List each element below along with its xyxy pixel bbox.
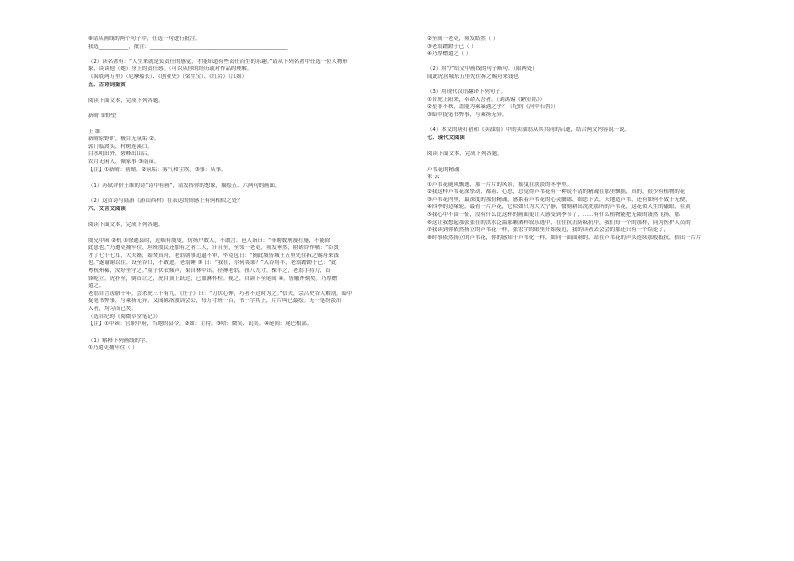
text-line: 白水明田外，碧峰出山后。 bbox=[88, 151, 153, 158]
spacer bbox=[88, 191, 406, 199]
spacer bbox=[88, 174, 406, 183]
text-line: （4）本文的唐打猎和《卖油翁》中的卖油翁从其共同的启迪，结合两文内容说一说。 bbox=[427, 127, 630, 134]
text-line: （选自纪昀《阅微草堂笔记》） bbox=[88, 313, 161, 320]
text-line: ②我这样芦苇花深挚动，都着、心思，总觉得芦苇花有一种说不清的精魂在那里飘摇，真的，很少有植物的花 bbox=[427, 189, 686, 196]
left-column bbox=[88, 36, 406, 353]
text-line: 遣之。 bbox=[88, 283, 105, 290]
right-column bbox=[427, 36, 747, 242]
text-line: ①乃遣吏捕牢往（ ） bbox=[88, 345, 138, 352]
text-line: 新晴 ①野望 bbox=[88, 113, 117, 120]
text-line: 郭门临渡头，村树连溪口。 bbox=[88, 143, 153, 150]
text-line: ③暗中捉笔书弊事，与乘扬无异。 bbox=[427, 111, 508, 118]
text-line: 朱 云 bbox=[427, 174, 440, 181]
text-line: 阅读下面文本，完成下列各题。 bbox=[427, 151, 503, 158]
text-line: 也。”遂谕谢以往。设至谷口，不敢进。老翁睡 ③ 日：“我在，尔何畏耶？”入谷将半，老翁蹭蹬于已：“此 bbox=[88, 260, 337, 267]
section-heading: 六、文言文阅读 bbox=[88, 205, 126, 212]
text-line: 新晴原野旷，极目无氛垢 ②。 bbox=[88, 136, 160, 143]
text-line: 象，谈谈他（她）身上的责任感。（可以从你的经历或对作品的理解。 bbox=[88, 66, 253, 73]
text-line: 闻此虎居城东五里先往拆之赐舟来钱也 bbox=[427, 73, 519, 80]
text-line: ④四季的边缘轮，最看一片芦花，它似如只为大大宁静，惯刻耕出洗洗那所的芦苇花，这花似人生的磁眼，在黄 bbox=[427, 204, 691, 211]
text-line: ②星非不秋，盖能为乘暴遇之乎？（纪昀《河中石兽》） bbox=[427, 104, 559, 111]
text-line: 王 维 bbox=[88, 128, 101, 135]
text-line: 粤杭州稀，汝好坐守之。”童子伏衣倾声，果自林中出，径搏老翁，扭八九寸，棵半之，老翁手持刀，首 bbox=[88, 268, 331, 275]
spacer bbox=[427, 82, 747, 90]
text-line: 芦苇花的精魂 bbox=[427, 166, 460, 173]
text-line: 《海底两万里》（尼摩船长）、《创业史》（梁生宝）、《红岩》（江姐） bbox=[88, 73, 247, 80]
text-line: ③芦苇花内里，最深度的那份精魂，感系着芦苇花的心灵幽谧，细思下去，天地造芦苇，还有如何不致于无便， bbox=[427, 196, 691, 203]
text-line: （2）用“/”给文中画线的句子断句。（限两处） bbox=[427, 66, 538, 73]
text-line: 捉笔书弊事，与乘扬无异，又闻陈洛波训会公，每万寸班一百，书一字其上，片片叫已最绘。无一笔纷淡出 bbox=[88, 298, 342, 305]
spacer bbox=[88, 89, 406, 98]
spacer bbox=[427, 120, 747, 128]
text-line: （2）读名著有：“人生来就是负责任的感觉，才能知道有些责任而生的乐趣。”请从下列名著中任选一位人物形 bbox=[88, 58, 348, 65]
section-heading: 七、现代文阅读 bbox=[427, 134, 465, 141]
text-line: 虞兄中函 ②杭 ①徐通县时，近啮有虞叟，仿扬户数人，不敢言。邑人诣曰：“菲聘数刑漫打施，不能除 bbox=[88, 237, 331, 244]
spacer bbox=[88, 329, 406, 338]
spacer bbox=[88, 230, 406, 238]
text-line: （1）苏轼评价王维的诗“诗中有画”，请发挥你的想象，描绘五、六两句的画面。 bbox=[88, 183, 281, 190]
spacer bbox=[427, 159, 747, 167]
text-line: ①芦苇花随风飘逸，那一片片的风景，摇曳在淡淡的冬季里。 bbox=[427, 181, 572, 188]
text-line: 锋屹立，虎扑至，倒首让之，虎自顶上跃过，已血淋怀柱。视之，自颌下至尾间 ④，皆触斧刻矣。乃厚赠 bbox=[88, 275, 338, 282]
spacer bbox=[88, 106, 406, 114]
text-line: （1）解释下列画线的字。 bbox=[88, 337, 151, 344]
text-line: 老翁自言齿腊十年，尝杀虎三十有九。《庄子》曰：“刀伏心伸，巧者不过时为之。”信夫，宗吕史谷人解剖，暗中 bbox=[88, 290, 353, 297]
text-line: ⑥这让我想起那张张在的洪水泛滥那颗洒样叙乐逃中，在住抗击防疯抗中，我们每一个的那样，同为医护人员的 bbox=[427, 219, 691, 226]
spacer bbox=[427, 142, 747, 151]
text-line: 才了七十七耳，大夫婿，始焚真舟，老翁朝事追逼不审，毕竟包日：“阕此虞皆城王五里先往拆之赐舟来钱 bbox=[88, 252, 339, 259]
text-line: 我选___________，批注：___________________________________________________ bbox=[88, 43, 288, 50]
text-line: ②至间一老吏，须发皓然（ ） bbox=[427, 36, 499, 42]
text-line: 【注】①中函：官职中府，当地的县令。②如：主持。③唔：微笑、讥笑。④尾间：尾巴根部。 bbox=[88, 321, 313, 328]
text-line: ⑧时事依然扬立的芦苇花，你的感知于芦苇化一样，如同一面面刺的，站在芦苇花的声头连续那般抵抗，抬出一片片 bbox=[427, 234, 702, 241]
text-line: 【注】①新晴：初晴。②氛垢：雾气和尘埃。③事：从事。 bbox=[88, 166, 227, 173]
spacer bbox=[88, 213, 406, 222]
text-line: ①昔虎上阳来，奉命入吾者。（刘禹锡《陋室铭》） bbox=[427, 96, 546, 103]
text-line: （3）用现代汉语翻译下列句子。 bbox=[427, 89, 506, 96]
spacer bbox=[427, 59, 747, 67]
spacer bbox=[88, 51, 406, 59]
text-line: ③老翁蹭蹬于已（ ） bbox=[427, 43, 477, 50]
text-line: 入者，均习而已矣。 bbox=[88, 306, 137, 312]
text-line: 此患也。”乃遭吏捕牢往，坦班殷民还加有之者二人，汗且至，至邻一老吏，须发垂然，附磋铃作噙：“臣贤 bbox=[88, 245, 339, 252]
text-line: ⑦我读到你依然扬立的芦苇花一样，张宏宇的眼里开始接近，我的读者去会会的那还只有一个结论了， bbox=[427, 227, 670, 234]
text-line: （2）这首诗与陆游《游山西村》在表达的情感上有何相似之处？ bbox=[88, 198, 243, 205]
text-line: 阅读下面文本，完成下列各题。 bbox=[88, 98, 164, 105]
text-line: ⑧请从画线的两个句子中，任选一句进行批注。 bbox=[88, 36, 201, 42]
text-line: ④乃厚赠遣之（ ） bbox=[427, 51, 472, 58]
text-line: 农月无闲人，倾家事 ③南亩。 bbox=[88, 158, 160, 165]
spacer bbox=[88, 121, 406, 129]
section-heading: 五、古诗词鉴赏 bbox=[88, 81, 126, 88]
text-line: ⑤我心中不由一怔，没有什么比这样的画面更让人感受到季节了，……有什么植物能把无限的凄然飞扬，那 bbox=[427, 212, 680, 219]
text-line: 阅读下面文本，完成下列各题。 bbox=[88, 222, 164, 229]
